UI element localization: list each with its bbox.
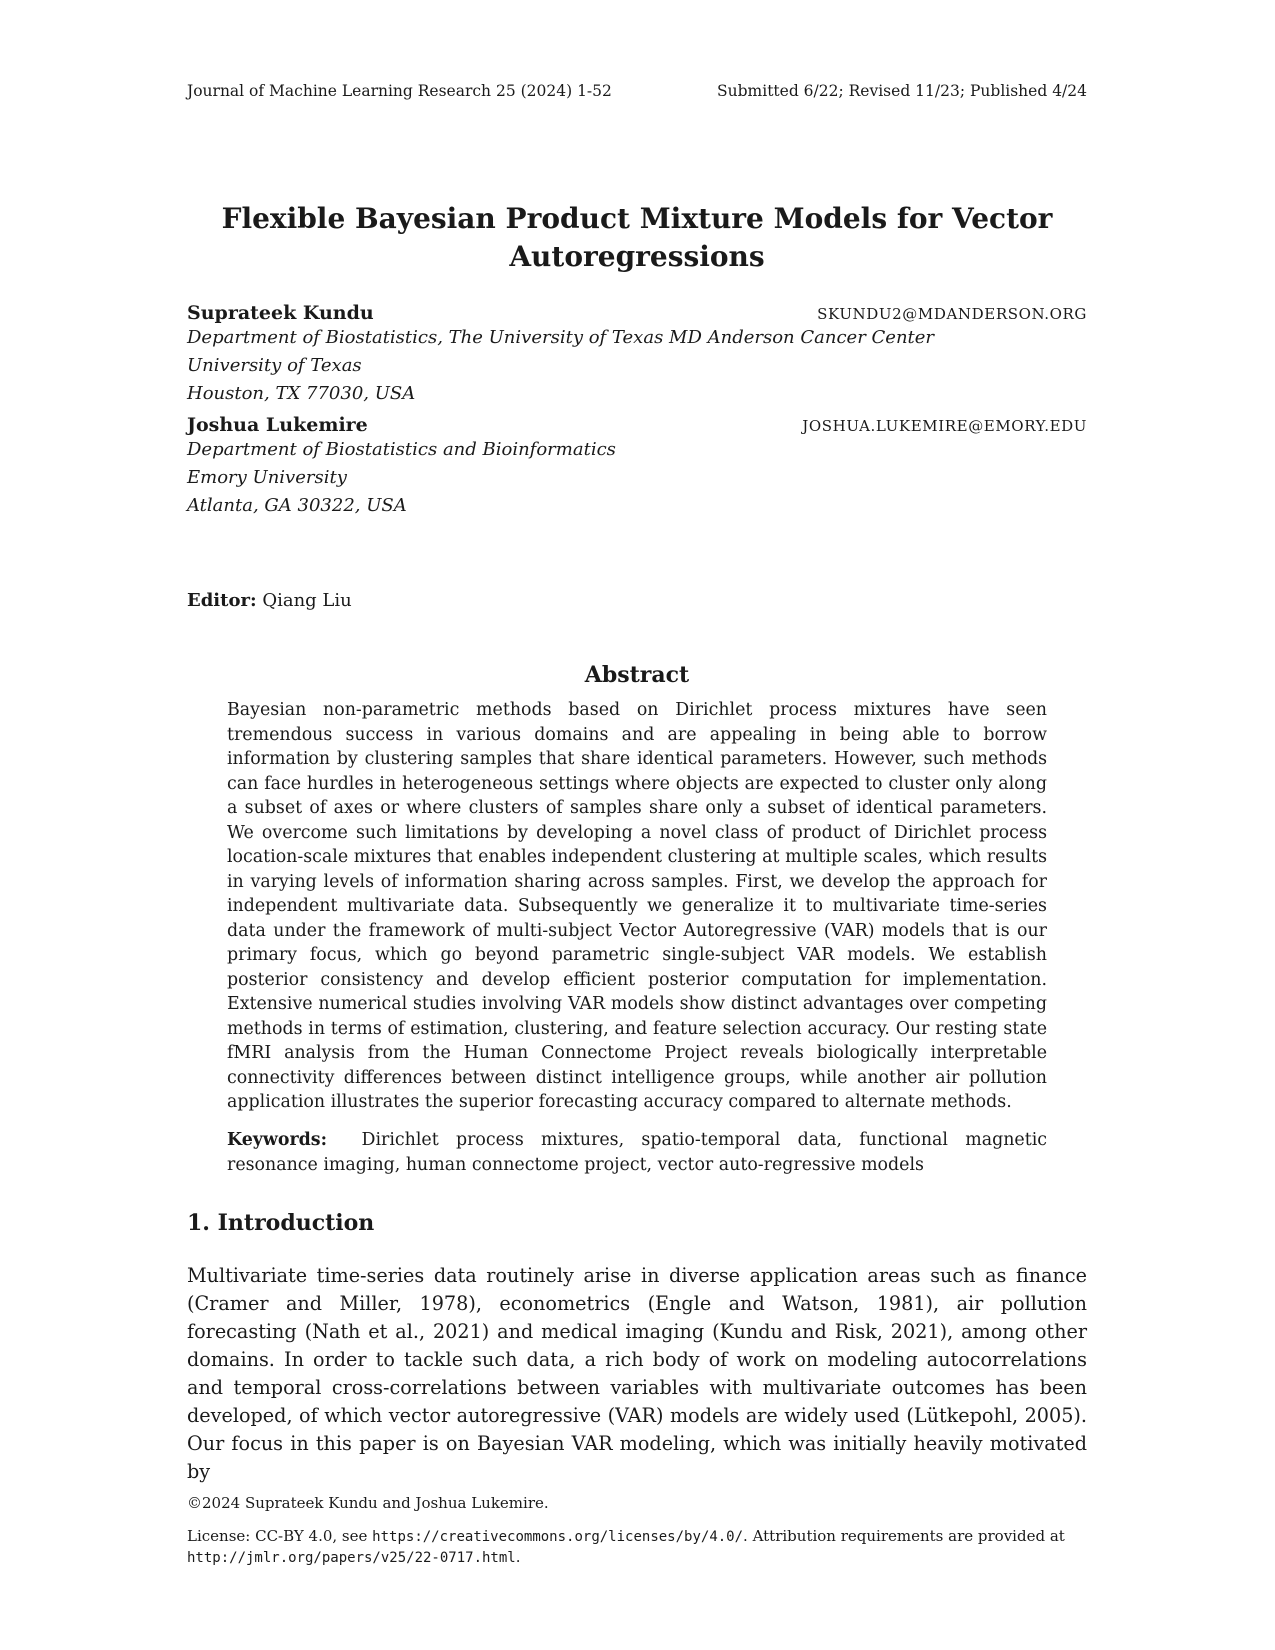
- paper-title: Flexible Bayesian Product Mixture Models for Vector Autoregressions: [221, 202, 1053, 273]
- editor-line: [187, 590, 352, 611]
- author-block-2: [187, 414, 1087, 520]
- journal-info: Journal of Machine Learning Research 25 (2024) 1-52: [187, 82, 612, 100]
- author-name: Joshua Lukemire: [187, 414, 368, 436]
- editor-name: Qiang Liu: [262, 590, 352, 611]
- abstract-text: Bayesian non-parametric methods based on Dirichlet process mixtures have seen tremendous success in various domains and are appealing in being able to borrow information by clustering samples that share identical parameters. However, such methods can face hurdles in heterogeneous settings where objects are expected to cluster only along a subset of axes or where clusters of samples share only a subset of identical parameters. We overcome such limitations by developing a novel class of product of Dirichlet process location-scale mixtures that enables independent clustering at multiple scales, which results in varying levels of information sharing across samples. First, we develop the approach for independent multivariate data. Subsequently we generalize it to multivariate time-series data under the framework of multi-subject Vector Autoregressive (VAR) models that is our primary focus, which go beyond parametric single-subject VAR models. We establish posterior consistency and develop efficient posterior computation for implementation. Extensive numerical studies involving VAR models show distinct advantages over competing methods in terms of estimation, clustering, and feature selection accuracy. Our resting state fMRI analysis from the Human Connectome Project reveals biologically interpretable connectivity differences between distinct intelligence groups, while another air pollution application illustrates the superior forecasting accuracy compared to alternate methods.: [227, 700, 1047, 1112]
- copyright-notice: ©2024 Suprateek Kundu and Joshua Lukemire.: [187, 1494, 549, 1512]
- license-prefix: License: CC-BY 4.0, see: [187, 1527, 368, 1545]
- author-affiliation-line: Department of Biostatistics and Bioinformatics: [187, 439, 616, 460]
- author-email: SKUNDU2@MDANDERSON.ORG: [817, 305, 1087, 323]
- introduction-text: Multivariate time-series data routinely arise in diverse application areas such as finance (Cramer and Miller, 1978), econometrics (Engle and Watson, 1981), air pollution forecasting (Nath et al., 2021) and medical imaging (Kundu and Risk, 2021), among other domains. In order to tackle such data, a rich body of work on modeling autocorrelations and temporal cross-correlations between variables with multivariate outcomes has been developed, of which vector autoregressive (VAR) models are widely used (Lütkepohl, 2005). Our focus in this paper is on Bayesian VAR modeling, which was initially heavily motivated by: [187, 1264, 1087, 1483]
- author-email: JOSHUA.LUKEMIRE@EMORY.EDU: [802, 417, 1087, 435]
- author-affiliation-line: University of Texas: [187, 355, 362, 376]
- author-block-1: [187, 302, 1087, 408]
- author-affiliation-line: Department of Biostatistics, The University of Texas MD Anderson Cancer Center: [187, 327, 935, 348]
- keywords-label: Keywords:: [227, 1130, 328, 1150]
- editor-label: Editor:: [187, 590, 257, 611]
- running-header: [187, 82, 1087, 100]
- abstract-heading: Abstract: [584, 662, 690, 688]
- license-end: .: [515, 1548, 521, 1566]
- license-mid: . Attribution requirements are provided at: [743, 1527, 1065, 1545]
- keywords: [227, 1128, 1047, 1177]
- license-notice: [187, 1526, 1087, 1568]
- section-heading: 1. Introduction: [187, 1210, 375, 1236]
- author-affiliation-line: Emory University: [187, 467, 347, 488]
- keywords-list: Dirichlet process mixtures, spatio-temporal data, functional magnetic resonance imaging, human connectome project, vector auto-regressive models: [227, 1130, 1047, 1175]
- author-affiliation-line: Houston, TX 77030, USA: [187, 383, 416, 404]
- paper-link[interactable]: http://jmlr.org/papers/v25/22-0717.html: [187, 1550, 516, 1566]
- author-name: Suprateek Kundu: [187, 302, 374, 324]
- author-affiliation-line: Atlanta, GA 30322, USA: [187, 495, 407, 516]
- submission-dates: Submitted 6/22; Revised 11/23; Published 4/24: [717, 82, 1087, 100]
- license-link[interactable]: https://creativecommons.org/licenses/by/4.0/: [372, 1529, 744, 1545]
